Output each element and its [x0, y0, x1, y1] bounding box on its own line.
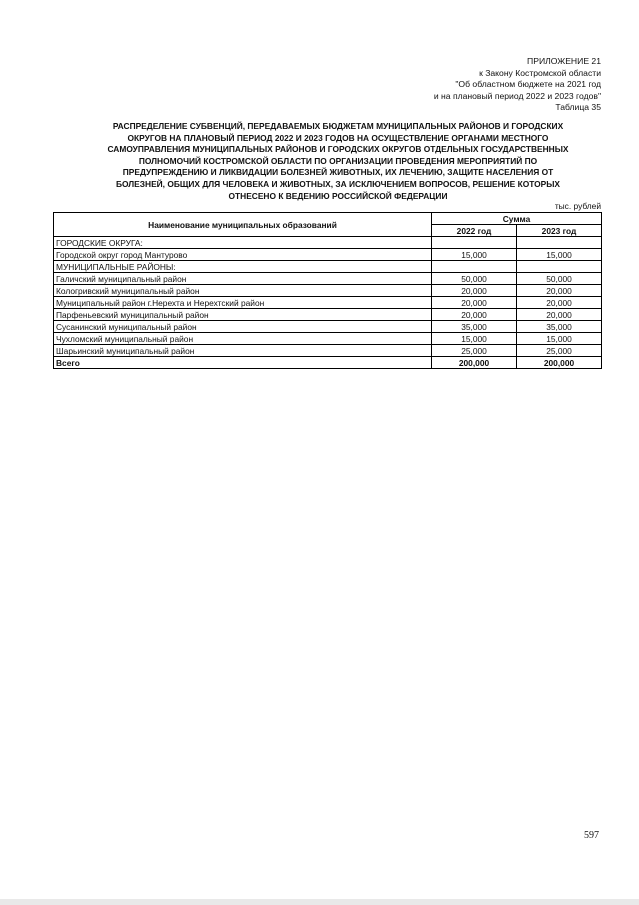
table-row [54, 309, 602, 321]
table-row [54, 345, 602, 357]
document-title [58, 121, 618, 202]
page-number: 597 [584, 830, 599, 841]
appendix-header [434, 56, 601, 114]
row-value-2022 [432, 237, 517, 249]
header-sum: Сумма [432, 213, 602, 225]
row-value-2023: 25,000 [517, 345, 602, 357]
header-year-2022: 2022 год [432, 225, 517, 237]
row-name: Кологривский муниципальный район [54, 285, 432, 297]
appendix-line: Таблица 35 [555, 102, 601, 113]
row-name: Сусанинский муниципальный район [54, 321, 432, 333]
row-value-2022 [432, 261, 517, 273]
row-name: Шарьинский муниципальный район [54, 345, 432, 357]
table-row [54, 261, 602, 273]
row-name: Галичский муниципальный район [54, 273, 432, 285]
row-value-2022: 15,000 [432, 333, 517, 345]
appendix-line: к Закону Костромской области [479, 67, 601, 78]
total-label: Всего [54, 357, 432, 369]
scan-edge [0, 899, 639, 905]
total-value-2022: 200,000 [432, 357, 517, 369]
row-value-2023: 50,000 [517, 273, 602, 285]
appendix-line: ПРИЛОЖЕНИЕ 21 [527, 56, 601, 66]
table-row [54, 249, 602, 261]
row-name: Парфеньевский муниципальный район [54, 309, 432, 321]
row-name: МУНИЦИПАЛЬНЫЕ РАЙОНЫ: [54, 261, 432, 273]
row-name: Чухломский муниципальный район [54, 333, 432, 345]
unit-label: тыс. рублей [554, 201, 601, 211]
subvention-table [53, 212, 602, 369]
table-row [54, 273, 602, 285]
title-line: ПРЕДУПРЕЖДЕНИЮ И ЛИКВИДАЦИИ БОЛЕЗНЕЙ ЖИВОТНЫХ, ИХ ЛЕЧЕНИЮ, ЗАЩИТЕ НАСЕЛЕНИЯ ОТ [122, 167, 554, 178]
row-value-2022: 50,000 [432, 273, 517, 285]
row-name: Городской округ город Мантурово [54, 249, 432, 261]
title-line: ОКРУГОВ НА ПЛАНОВЫЙ ПЕРИОД 2022 И 2023 ГОДОВ НА ОСУЩЕСТВЛЕНИЕ ОРГАНАМИ МЕСТНОГО [127, 132, 549, 143]
row-value-2023: 15,000 [517, 249, 602, 261]
table-row [54, 321, 602, 333]
appendix-line: и на плановый период 2022 и 2023 годов" [433, 90, 601, 101]
row-value-2022: 20,000 [432, 297, 517, 309]
total-value-2023: 200,000 [517, 357, 602, 369]
row-value-2023: 15,000 [517, 333, 602, 345]
table-row [54, 297, 602, 309]
table-row [54, 237, 602, 249]
title-line: ПОЛНОМОЧИЙ КОСТРОМСКОЙ ОБЛАСТИ ПО ОРГАНИЗАЦИИ ПРОВЕДЕНИЯ МЕРОПРИЯТИЙ ПО [138, 155, 538, 166]
row-name: Муниципальный район г.Нерехта и Нерехтский район [54, 297, 432, 309]
header-year-2023: 2023 год [517, 225, 602, 237]
row-value-2022: 20,000 [432, 285, 517, 297]
row-value-2022: 35,000 [432, 321, 517, 333]
row-value-2022: 25,000 [432, 345, 517, 357]
table-row [54, 285, 602, 297]
row-value-2023: 20,000 [517, 285, 602, 297]
appendix-line: "Об областном бюджете на 2021 год [455, 79, 601, 90]
row-value-2022: 20,000 [432, 309, 517, 321]
row-value-2023: 20,000 [517, 297, 602, 309]
row-value-2023: 20,000 [517, 309, 602, 321]
row-value-2023 [517, 261, 602, 273]
title-line: РАСПРЕДЕЛЕНИЕ СУБВЕНЦИЙ, ПЕРЕДАВАЕМЫХ БЮДЖЕТАМ МУНИЦИПАЛЬНЫХ РАЙОНОВ И ГОРОДСКИХ [112, 121, 564, 131]
row-value-2023: 35,000 [517, 321, 602, 333]
row-value-2022: 15,000 [432, 249, 517, 261]
row-name: ГОРОДСКИЕ ОКРУГА: [54, 237, 432, 249]
title-line: БОЛЕЗНЕЙ, ОБЩИХ ДЛЯ ЧЕЛОВЕКА И ЖИВОТНЫХ, ЗА ИСКЛЮЧЕНИЕМ ВОПРОСОВ, РЕШЕНИЕ КОТОРЫХ [115, 178, 561, 189]
row-value-2023 [517, 237, 602, 249]
total-row [54, 357, 602, 369]
table-row [54, 333, 602, 345]
title-line: ОТНЕСЕНО К ВЕДЕНИЮ РОССИЙСКОЙ ФЕДЕРАЦИИ [228, 190, 448, 201]
header-name: Наименование муниципальных образований [54, 213, 432, 237]
title-line: САМОУПРАВЛЕНИЯ МУНИЦИПАЛЬНЫХ РАЙОНОВ И ГОРОДСКИХ ОКРУГОВ ОТДЕЛЬНЫХ ГОСУДАРСТВЕННЫХ [107, 144, 569, 155]
